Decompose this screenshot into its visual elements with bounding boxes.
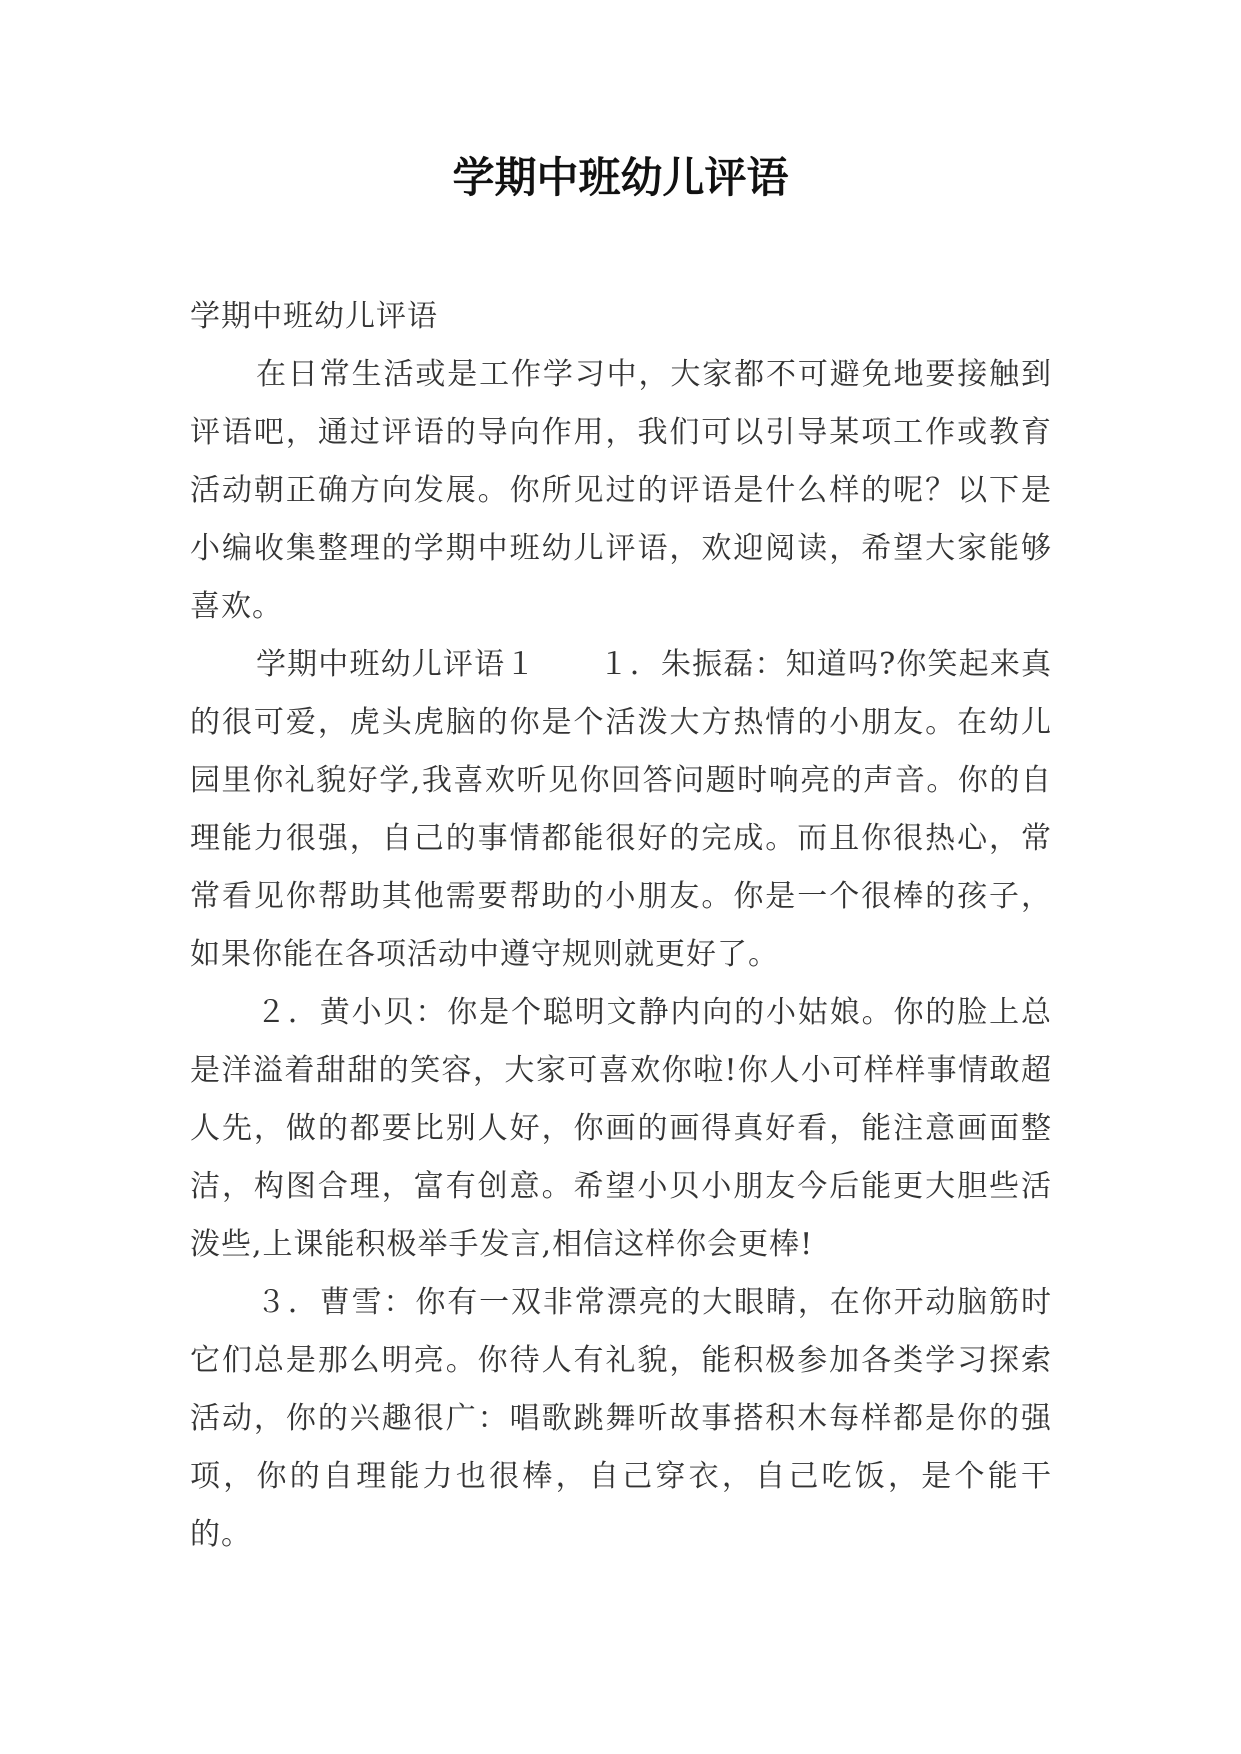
document-title: 学期中班幼儿评语	[452, 153, 789, 202]
intro-paragraph: 在日常生活或是工作学习中，大家都不可避免地要接触到评语吧，通过评语的导向作用，我们可以引导某项工作或教育活动朝正确方向发展。你所见过的评语是什么样的呢？以下是小编收集整理的学期中班幼儿评语，欢迎阅读，希望大家能够喜欢。	[190, 357, 1052, 624]
subtitle-paragraph: 学期中班幼儿评语	[190, 299, 438, 334]
document-body	[190, 288, 1052, 1564]
comment-paragraph-2: ２．黄小贝：你是个聪明文静内向的小姑娘。你的脸上总是洋溢着甜甜的笑容，大家可喜欢你啦!你人小可样样事情敢超人先，做的都要比别人好，你画的画得真好看，能注意画面整洁，构图合理，富有创意。希望小贝小朋友今后能更大胆些活泼些,上课能积极举手发言,相信这样你会更棒!	[190, 995, 1052, 1262]
comment-paragraph-3: ３．曹雪：你有一双非常漂亮的大眼睛，在你开动脑筋时它们总是那么明亮。你待人有礼貌，能积极参加各类学习探索活动，你的兴趣很广：唱歌跳舞听故事搭积木每样都是你的强项，你的自理能力也很棒，自己穿衣，自己吃饭，是个能干的。	[190, 1285, 1052, 1552]
comment-paragraph-1: 学期中班幼儿评语１ １．朱振磊：知道吗?你笑起来真的很可爱，虎头虎脑的你是个活泼大方热情的小朋友。在幼儿园里你礼貌好学,我喜欢听见你回答问题时响亮的声音。你的自理能力很强，自己的事情都能很好的完成。而且你很热心，常常看见你帮助其他需要帮助的小朋友。你是一个很棒的孩子，如果你能在各项活动中遵守规则就更好了。	[190, 647, 1052, 972]
